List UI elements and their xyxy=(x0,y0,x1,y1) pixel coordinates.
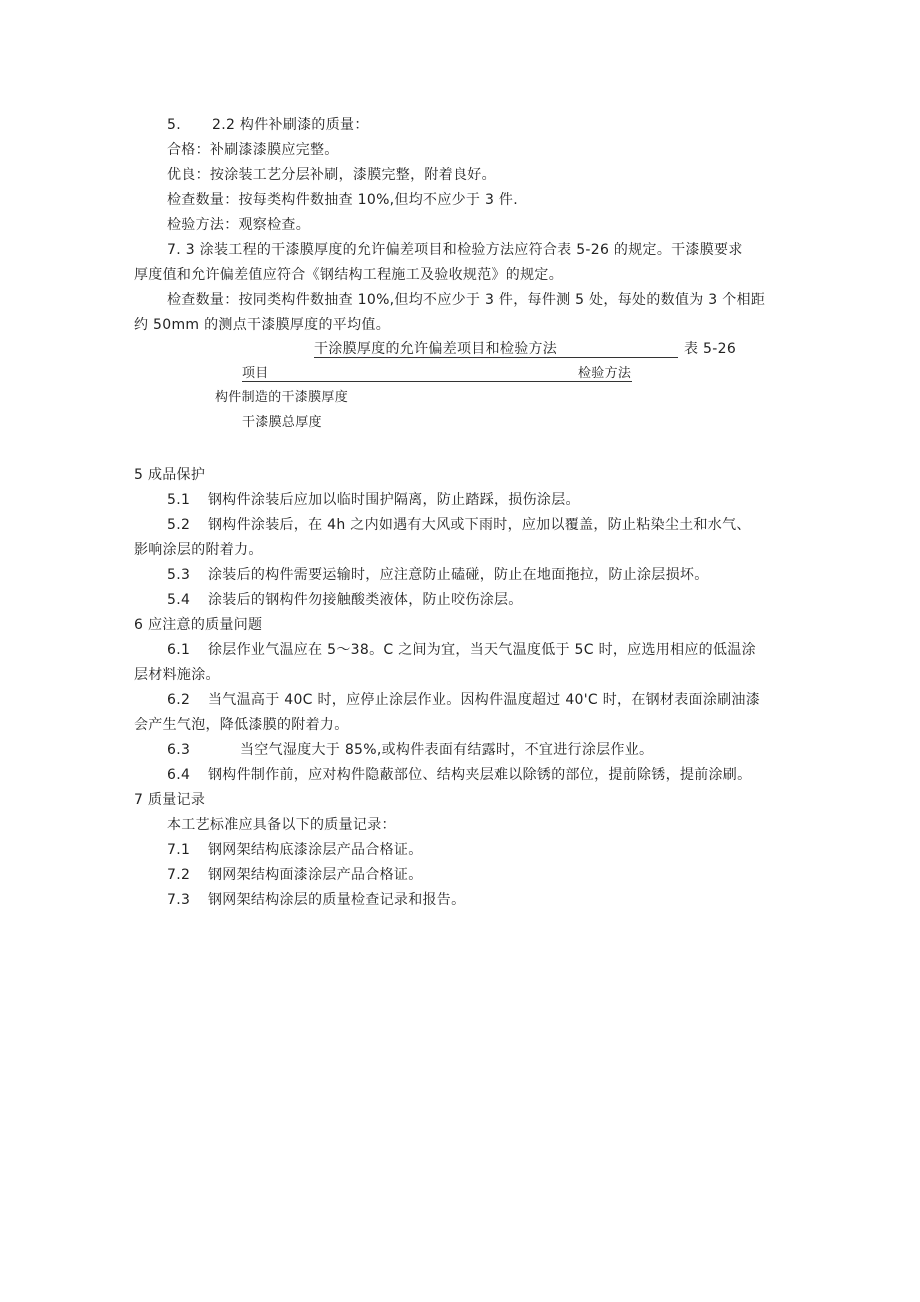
inspection-quantity-2b: 约 50mm 的测点干漆膜厚度的平均值。 xyxy=(134,317,390,333)
s522-heading: 2.2 构件补刷漆的质量： xyxy=(212,117,369,133)
item-6-3-text: 当空气湿度大于 85%,或构件表面有结露时，不宜进行涂层作业。 xyxy=(240,742,654,758)
inspection-method-1: 检验方法：观察检查。 xyxy=(167,217,310,233)
table-title: 干涂膜厚度的允许偏差项目和检验方法 xyxy=(314,341,558,357)
item-5-4-num: 5.4 xyxy=(167,592,191,608)
item-7-1-text: 钢网架结构底漆涂层产品合格证。 xyxy=(208,842,423,858)
item-6-1-text: 徐层作业气温应在 5～38。C 之间为宜，当天气温度低于 5C 时，应选用相应的低温涂 xyxy=(208,642,756,658)
item-5-1-text: 钢构件涂装后应加以临时围护隔离，防止踏踩，损伤涂层。 xyxy=(208,492,580,508)
item-5-3-text: 涂装后的构件需要运输时，应注意防止磕碰，防止在地面拖拉，防止涂层损坏。 xyxy=(208,567,709,583)
item-6-2-num: 6.2 xyxy=(167,692,191,708)
excellent-text: 优良：按涂装工艺分层补刷，漆膜完整，附着良好。 xyxy=(167,167,496,183)
item-6-2-cont: 会产生气泡，降低漆膜的附着力。 xyxy=(134,717,349,733)
s73-line-a: 7. 3 涂装工程的干漆膜厚度的允许偏差项目和检验方法应符合表 5-26 的规定。干漆膜要求 xyxy=(167,242,743,258)
section6-heading: 6 应注意的质量问题 xyxy=(134,617,263,633)
table-number: 表 5-26 xyxy=(684,341,737,357)
item-6-1-num: 6.1 xyxy=(167,642,191,658)
item-7-2-text: 钢网架结构面漆涂层产品合格证。 xyxy=(208,867,423,883)
s522-number: 5. xyxy=(167,117,181,133)
inspection-quantity-2a: 检查数量：按同类构件数抽查 10%,但均不应少于 3 件，每件测 5 处，每处的数值为 3 个相距 xyxy=(167,292,766,308)
s73-line-b: 厚度值和允许偏差值应符合《钢结构工程施工及验收规范》的规定。 xyxy=(134,267,563,283)
item-5-2-text: 钢构件涂装后，在 4h 之内如遇有大风或下雨时，应加以覆盖，防止粘染尘土和水气、 xyxy=(208,517,751,533)
table-col-method: 检验方法 xyxy=(578,366,632,381)
item-5-2-cont: 影响涂层的附着力。 xyxy=(134,542,263,558)
item-6-4-num: 6.4 xyxy=(167,767,191,783)
table-row-1: 构件制造的干漆膜厚度 xyxy=(215,390,349,405)
item-6-1-cont: 层材料施涂。 xyxy=(134,667,220,683)
section5-heading: 5 成品保护 xyxy=(134,467,206,483)
table-col-item: 项目 xyxy=(242,366,269,381)
item-5-1-num: 5.1 xyxy=(167,492,191,508)
item-7-1-num: 7.1 xyxy=(167,842,191,858)
item-6-2-text: 当气温高于 40C 时，应停止涂层作业。因构件温度超过 40'C 时，在钢材表面涂刷油漆 xyxy=(208,692,761,708)
item-5-3-num: 5.3 xyxy=(167,567,191,583)
item-5-2-num: 5.2 xyxy=(167,517,191,533)
item-6-4-text: 钢构件制作前，应对构件隐蔽部位、结构夹层难以除锈的部位，提前除锈，提前涂刷。 xyxy=(208,767,752,783)
item-5-4-text: 涂装后的钢构件勿接触酸类液体，防止咬伤涂层。 xyxy=(208,592,523,608)
table-title-underline xyxy=(314,357,678,358)
table-header-underline xyxy=(242,381,632,382)
item-7-3-text: 钢网架结构涂层的质量检查记录和报告。 xyxy=(208,892,466,908)
section7-intro: 本工艺标准应具备以下的质量记录： xyxy=(167,817,396,833)
item-7-2-num: 7.2 xyxy=(167,867,191,883)
table-row-2: 干漆膜总厚度 xyxy=(242,415,322,430)
inspection-quantity-1: 检查数量：按每类构件数抽查 10%,但均不应少于 3 件. xyxy=(167,192,518,208)
section7-heading: 7 质量记录 xyxy=(134,792,206,808)
item-6-3-num: 6.3 xyxy=(167,742,191,758)
qualified-text: 合格：补刷漆漆膜应完整。 xyxy=(167,142,339,158)
item-7-3-num: 7.3 xyxy=(167,892,191,908)
